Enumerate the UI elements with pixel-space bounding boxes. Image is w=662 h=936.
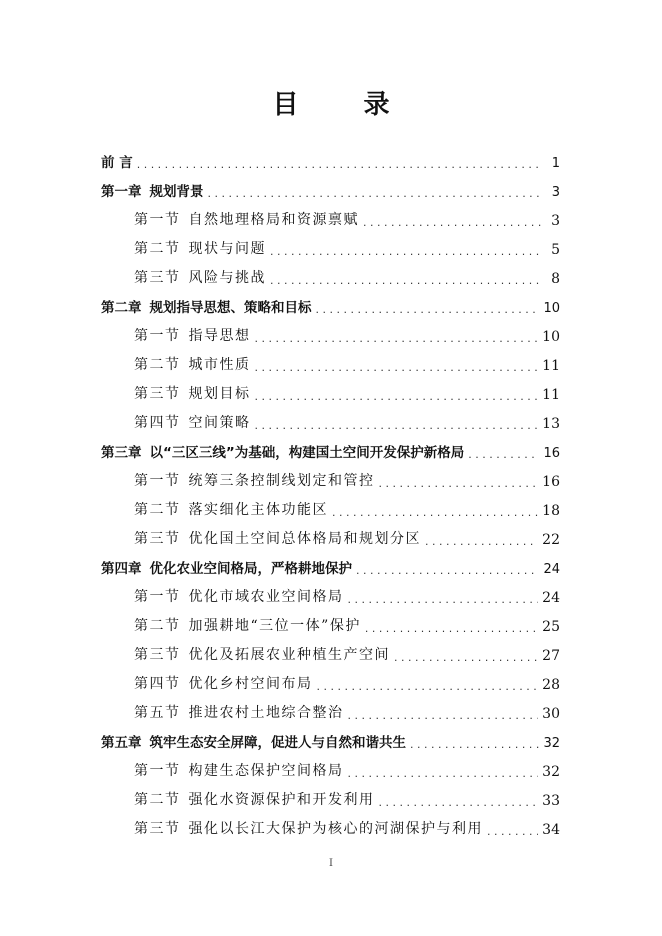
toc-dot-leader [348,709,539,722]
toc-page-number: 24 [543,562,560,577]
toc-dot-leader [487,825,538,838]
toc-page-number: 10 [542,329,560,345]
toc-dot-leader [332,506,538,519]
toc-entry-label [134,789,375,809]
toc-section-entry[interactable] [101,490,560,519]
toc-entry-text: 优化农业空间格局，严格耕地保护 [149,561,352,577]
toc-entry-text: 强化水资源保护和开发利用 [188,792,375,808]
toc-entry-text: 以“三区三线”为基础，构建国土空间开发保护新格局 [149,445,465,461]
toc-page-number: 1 [551,156,560,171]
toc-section-entry[interactable] [101,606,560,635]
toc-entry-label [134,412,251,432]
toc-entry-text: 落实细化主体功能区 [188,502,328,518]
toc-entry-text: 城市性质 [188,357,251,373]
toc-entry-number: 第一节 [134,763,181,779]
toc-entry-text: 前 言 [101,155,133,171]
toc-chapter-entry[interactable] [101,171,560,200]
toc-entry-label [101,557,352,577]
toc-entry-number: 第二节 [134,792,181,808]
toc-entry-label [134,383,251,403]
toc-dot-leader [317,680,539,693]
toc-entry-text: 自然地理格局和资源禀赋 [188,212,359,228]
toc-dot-leader [208,187,543,200]
toc-entry-text: 统筹三条控制线划定和管控 [188,473,375,489]
toc-entry-text: 加强耕地“三位一体”保护 [188,618,361,634]
toc-entry-label [134,673,313,693]
toc-entry-label [134,238,266,258]
toc-entry-label [101,296,312,316]
toc-section-entry[interactable] [101,780,560,809]
toc-entry-text: 构建生态保护空间格局 [188,763,344,779]
toc-section-entry[interactable] [101,635,560,664]
toc-entry-label [134,325,251,345]
toc-entry-label [134,586,344,606]
toc-title: 目 录 [272,90,418,120]
toc-entry-number: 第二节 [134,357,181,373]
toc-entry-text: 推进农村土地综合整治 [188,705,344,721]
toc-entry-number: 第四节 [134,676,181,692]
toc-entry-label [134,615,361,635]
toc-section-entry[interactable] [101,809,560,838]
toc-entry-number: 第四章 [101,561,142,577]
page-number-footer: I [329,858,333,869]
toc-page-number: 16 [543,446,560,461]
toc-entry-label [134,760,344,780]
toc-dot-leader [425,535,538,548]
toc-entry-number: 第一章 [101,184,142,200]
toc-section-entry[interactable] [101,577,560,606]
toc-entry-text: 优化乡村空间布局 [188,676,313,692]
toc-entry-label [134,267,266,287]
toc-entry-number: 第三节 [134,531,181,547]
toc-entry-label [101,151,133,171]
toc-section-entry[interactable] [101,316,560,345]
toc-entry-label [134,702,344,722]
toc-dot-leader [348,767,539,780]
toc-dot-leader [468,448,539,461]
toc-section-entry[interactable] [101,229,560,258]
toc-entry-number: 第三节 [134,821,181,837]
toc-entry-text: 空间策略 [188,415,251,431]
toc-dot-leader [316,303,540,316]
toc-page-number: 33 [542,793,560,809]
toc-page-number: 32 [542,764,560,780]
toc-entry-label [134,818,483,838]
toc-entry-number: 第二节 [134,241,181,257]
toc-entry-number: 第三章 [101,445,142,461]
toc-page-number: 27 [542,648,560,664]
toc-entry-label [101,180,204,200]
toc-page-number: 22 [542,532,560,548]
toc-entry-number: 第一节 [134,589,181,605]
toc-page-number: 30 [542,706,560,722]
toc-entry-text: 筑牢生态安全屏障，促进人与自然和谐共生 [149,735,406,751]
toc-section-entry[interactable] [101,374,560,403]
toc-entry-text: 规划背景 [149,184,204,200]
toc-chapter-entry[interactable] [101,432,560,461]
toc-entry-label [101,441,464,461]
toc-entry-label [134,499,328,519]
toc-entry-text: 风险与挑战 [188,270,266,286]
toc-page-number: 34 [542,822,560,838]
toc-dot-leader [270,274,542,287]
toc-entry-number: 第三节 [134,647,181,663]
toc-entry-text: 规划目标 [188,386,251,402]
toc-dot-leader [356,564,539,577]
toc-page-number: 24 [542,590,560,606]
toc-dot-leader [394,651,538,664]
toc-entry-label [101,731,406,751]
toc-dot-leader [365,622,538,635]
toc-page-number: 32 [543,736,560,751]
toc-entry-text: 强化以长江大保护为核心的河湖保护与利用 [188,821,483,837]
toc-page-number: 13 [542,416,560,432]
toc-entry-number: 第二节 [134,502,181,518]
toc-section-entry[interactable] [101,200,560,229]
toc-entry-number: 第二章 [101,300,142,316]
toc-dot-leader [255,361,539,374]
toc-dot-leader [348,593,539,606]
toc-dot-leader [255,419,539,432]
toc-page-number: 16 [542,474,560,490]
toc-section-entry[interactable] [101,693,560,722]
toc-entry-number: 第三节 [134,270,181,286]
toc-chapter-entry[interactable] [101,722,560,751]
toc-dot-leader [270,245,542,258]
toc-page-number: 3 [551,185,560,200]
toc-dot-leader [137,158,542,171]
toc-entry-text: 优化及拓展农业种植生产空间 [188,647,390,663]
toc-section-entry[interactable] [101,751,560,780]
table-of-contents [101,142,560,838]
toc-page-number: 18 [542,503,560,519]
toc-entry-text: 优化市域农业空间格局 [188,589,344,605]
toc-entry-number: 第一节 [134,212,181,228]
toc-entry-number: 第一节 [134,328,181,344]
toc-page-number: 25 [542,619,560,635]
toc-entry-text: 现状与问题 [188,241,266,257]
toc-entry-label [134,209,359,229]
toc-page-number: 10 [543,301,560,316]
toc-section-entry[interactable] [101,519,560,548]
toc-dot-leader [255,390,539,403]
toc-entry-label [134,644,390,664]
toc-dot-leader [379,796,539,809]
toc-section-entry[interactable] [101,461,560,490]
toc-chapter-entry[interactable] [101,287,560,316]
toc-page-number: 28 [542,677,560,693]
toc-entry-label [134,354,251,374]
toc-entry-number: 第三节 [134,386,181,402]
toc-entry-label [134,528,421,548]
toc-section-entry[interactable] [101,403,560,432]
toc-dot-leader [410,738,539,751]
toc-entry-text: 规划指导思想、策略和目标 [149,300,312,316]
toc-section-entry[interactable] [101,345,560,374]
toc-dot-leader [255,332,539,345]
toc-entry-number: 第五章 [101,735,142,751]
toc-entry-number: 第一节 [134,473,181,489]
toc-page-number: 8 [551,271,560,287]
toc-section-entry[interactable] [101,258,560,287]
toc-entry-number: 第四节 [134,415,181,431]
toc-chapter-entry[interactable] [101,142,560,171]
toc-section-entry[interactable] [101,664,560,693]
toc-page-number: 3 [551,213,560,229]
toc-chapter-entry[interactable] [101,548,560,577]
toc-entry-label [134,470,375,490]
toc-entry-text: 指导思想 [188,328,251,344]
toc-dot-leader [363,216,542,229]
toc-entry-number: 第五节 [134,705,181,721]
toc-page-number: 5 [551,242,560,258]
toc-entry-number: 第二节 [134,618,181,634]
toc-dot-leader [379,477,539,490]
toc-page-number: 11 [542,387,560,403]
toc-entry-text: 优化国土空间总体格局和规划分区 [188,531,421,547]
toc-page-number: 11 [542,358,560,374]
